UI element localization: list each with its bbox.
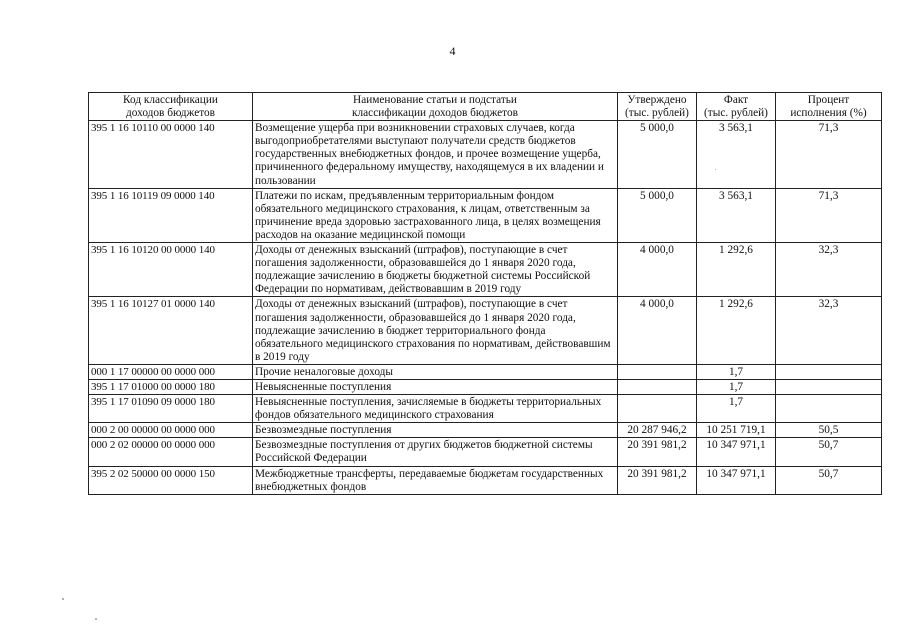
row-code: 395 1 16 10127 01 0000 140: [89, 297, 253, 364]
page-number: 4: [449, 44, 456, 58]
row-code: 395 1 17 01090 09 0000 180: [89, 395, 253, 423]
row-name: Платежи по искам, предъявленным территориальным фондом обязательного медицинского страхования, к лицам, ответственным за причинение вреда здоровью застрахованного лица, в целях возмещения расходов на оказание медицинской помощи: [253, 188, 618, 242]
row-name: Невыясненные поступления: [253, 379, 618, 394]
row-approved: 20 287 946,2: [618, 423, 697, 438]
header-code-line2: доходов бюджетов: [125, 107, 215, 120]
row-percent: 32,3: [776, 243, 882, 297]
row-fact: 10 347 971,1: [697, 438, 776, 466]
row-fact: 1,7: [697, 395, 776, 423]
row-code: 000 2 00 00000 00 0000 000: [89, 423, 253, 438]
row-fact: 1,7: [697, 379, 776, 394]
row-name: Межбюджетные трансферты, передаваемые бюджетам государственных внебюджетных фондов: [253, 466, 618, 494]
table-row: [89, 121, 882, 188]
row-percent: [776, 379, 882, 394]
header-fact-line1: Факт: [723, 94, 749, 106]
row-approved: 20 391 981,2: [618, 466, 697, 494]
header-percent-line2: исполнения (%): [790, 107, 867, 120]
row-percent: 32,3: [776, 297, 882, 364]
table-row: [89, 466, 882, 494]
row-approved: [618, 364, 697, 379]
row-approved: [618, 379, 697, 394]
row-approved: 20 391 981,2: [618, 438, 697, 466]
header-percent-line1: Процент: [807, 94, 850, 106]
scan-speck: [62, 598, 64, 600]
header-fact-line2: (тыс. рублей): [704, 107, 768, 120]
revenue-table: [88, 92, 882, 495]
row-approved: [618, 395, 697, 423]
header-code-line1: Код классификации: [123, 94, 218, 106]
row-fact: 10 251 719,1: [697, 423, 776, 438]
row-code: 395 1 17 01000 00 0000 180: [89, 379, 253, 394]
table-row: [89, 423, 882, 438]
row-fact: 3 563,1: [697, 188, 776, 242]
table-row: [89, 379, 882, 394]
scan-speck: [715, 169, 716, 170]
row-fact: 10 347 971,1: [697, 466, 776, 494]
table-row: [89, 243, 882, 297]
row-name: Возмещение ущерба при возникновении страховых случаев, когда выгодоприобретателями выступают получатели средств бюджетов государственных внебюджетных фондов, и прочее возмещение ущерба, причиненного федеральному имуществу, находящемуся в их владении и пользовании: [253, 121, 618, 188]
row-approved: 4 000,0: [618, 297, 697, 364]
row-code: 395 1 16 10110 00 0000 140: [89, 121, 253, 188]
row-approved: 5 000,0: [618, 188, 697, 242]
table-row: [89, 438, 882, 466]
row-percent: [776, 395, 882, 423]
row-percent: [776, 364, 882, 379]
header-percent: [776, 93, 882, 121]
row-code: 000 2 02 00000 00 0000 000: [89, 438, 253, 466]
table-row: [89, 364, 882, 379]
table-header-row: [89, 93, 882, 121]
header-name-line1: Наименование статьи и подстатьи: [353, 94, 517, 106]
header-name: [253, 93, 618, 121]
table-row: [89, 395, 882, 423]
header-approved: [618, 93, 697, 121]
header-fact: [697, 93, 776, 121]
header-approved-line2: (тыс. рублей): [625, 107, 689, 120]
row-code: 395 1 16 10119 09 0000 140: [89, 188, 253, 242]
row-name: Безвозмездные поступления от других бюджетов бюджетной системы Российской Федерации: [253, 438, 618, 466]
table-row: [89, 297, 882, 364]
row-name: Доходы от денежных взысканий (штрафов), поступающие в счет погашения задолженности, образовавшейся до 1 января 2020 года, подлежащие зачислению в бюджеты бюджетной системы Российской Федерации по нормативам, действовавшим в 2019 году: [253, 243, 618, 297]
header-name-line2: классификации доходов бюджетов: [352, 107, 518, 120]
row-name: Безвозмездные поступления: [253, 423, 618, 438]
row-percent: 71,3: [776, 188, 882, 242]
row-code: 395 1 16 10120 00 0000 140: [89, 243, 253, 297]
row-code: 000 1 17 00000 00 0000 000: [89, 364, 253, 379]
row-fact: 3 563,1: [697, 121, 776, 188]
scan-speck: [95, 618, 97, 620]
row-fact: 1,7: [697, 364, 776, 379]
header-code: [89, 93, 253, 121]
row-name: Прочие неналоговые доходы: [253, 364, 618, 379]
row-name: Доходы от денежных взысканий (штрафов), поступающие в счет погашения задолженности, образовавшейся до 1 января 2020 года, подлежащие зачислению в бюджет территориального фонда обязательного медицинского страхования по нормативам, действовавшим в 2019 году: [253, 297, 618, 364]
row-approved: 5 000,0: [618, 121, 697, 188]
row-approved: 4 000,0: [618, 243, 697, 297]
row-percent: 71,3: [776, 121, 882, 188]
row-code: 395 2 02 50000 00 0000 150: [89, 466, 253, 494]
row-percent: 50,7: [776, 438, 882, 466]
row-fact: 1 292,6: [697, 243, 776, 297]
row-percent: 50,7: [776, 466, 882, 494]
row-fact: 1 292,6: [697, 297, 776, 364]
row-name: Невыясненные поступления, зачисляемые в бюджеты территориальных фондов обязательного медицинского страхования: [253, 395, 618, 423]
row-percent: 50,5: [776, 423, 882, 438]
header-approved-line1: Утверждено: [627, 94, 687, 106]
table-row: [89, 188, 882, 242]
